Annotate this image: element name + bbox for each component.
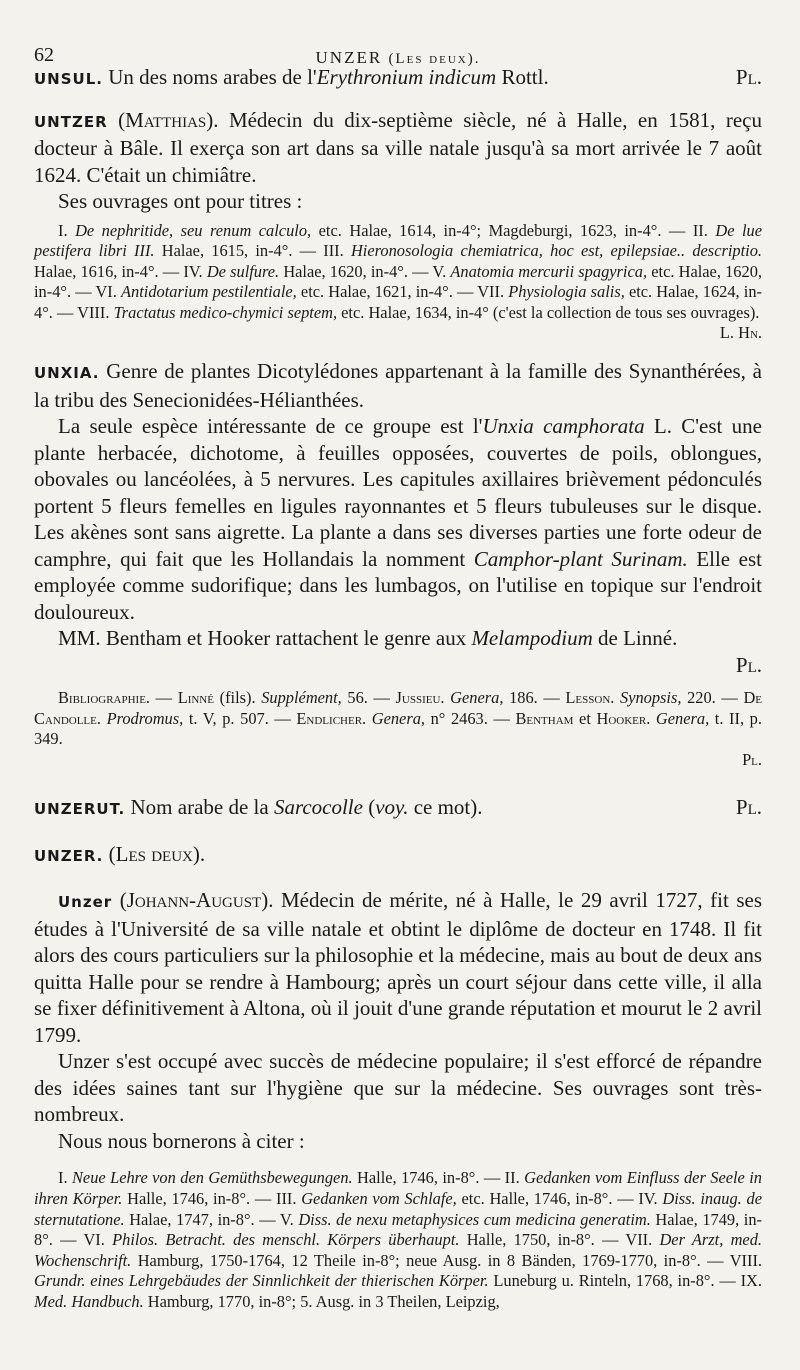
paragraph: Nous nous bornerons à citer : <box>58 1128 305 1153</box>
work-item: IV. Diss. inaug. de sternutatione. Halae, 1747, in-8°. — <box>34 1189 762 1229</box>
work-item: VI. Philos. Betracht. des menschl. Körpers überhaupt. Halle, 1750, in-8°. — <box>83 1230 626 1250</box>
entry-unzer-johann-august: Unzer (Johann-August). Médecin de mérite, né à Halle, le 29 avril 1727, fit ses études à l'Université de sa ville natale et obtint le diplôme de docteur en 1748. Il fit alors des cours particuliers sur la philosophie et la médecine, mais au bout de deux ans quitta Halle pour se rendre à Hambourg; après un court séjour dans cette ville, il alla se fixer définitivement à Altona, où il jouit d'une grande réputation et mourut le 2 avril 1799. <box>34 888 763 1047</box>
entry-unxia <box>34 358 762 413</box>
work-item: II. De lue pestifera libri III. Halae, 1615, in-4°. — <box>34 220 763 261</box>
entry-head: UNTZER <box>34 112 108 131</box>
work-item: VI. Antidotarium pestilentiale, etc. Halae, 1621, in-4°. — <box>95 282 478 302</box>
bibliography-label: Bibliographie. <box>58 688 151 708</box>
entry-italic: Sarcocolle <box>273 795 363 820</box>
work-item: IX. Med. Handbuch. Hamburg, 1770, in-8°; 5. Ausg. in 3 Theilen, Leipzig, <box>34 1271 762 1311</box>
entry-head: UNZER. <box>34 846 104 865</box>
species-name: Unxia camphorata <box>482 414 645 439</box>
entry-untzer: UNTZER (Matthias). Médecin du dix-septième siècle, né à Halle, en 1581, reçu docteur à Bâle. Il exerça son art dans sa ville natale jusqu'à sa mort arrivée le 7 août 1624. C'était un chimiâtre. <box>34 107 762 187</box>
work-title: Philos. Betracht. des menschl. Körpers überhaupt. <box>112 1230 460 1250</box>
running-title <box>34 48 762 68</box>
work-title: Grundr. eines Lehrgebäudes der Sinnlichkeit der thierischen Körper. <box>34 1271 489 1291</box>
bibliography <box>34 688 762 750</box>
work-title: Diss. inaug. de sternutatione. <box>34 1189 762 1229</box>
person-name: Matthias <box>125 107 207 132</box>
works-list <box>34 1168 762 1312</box>
genus-name: Melampodium <box>471 626 593 651</box>
work-title: Der Arzt, med. Wochenschrift. <box>34 1230 762 1270</box>
work-title: De lue pestifera libri III. <box>34 220 763 261</box>
entry-text: Genre de plantes Dicotylédones appartenant à la famille des Synanthérées, à la tribu des Senecionidées-Hélianthées. <box>34 359 762 412</box>
running-title-main: UNZER <box>315 48 383 67</box>
work-item: II. Gedanken vom Einfluss der Seele in ihren Körper. Halle, 1746, in-8°. — <box>34 1168 762 1209</box>
running-header <box>34 18 762 67</box>
entry-unzerut: UNZERUT. Nom arabe de la Sarcocolle (voy. ce mot). Pl. <box>34 795 762 820</box>
work-title: Med. Handbuch. <box>34 1292 144 1311</box>
paragraph: MM. Bentham et Hooker rattachent le genre aux Melampodium de Linné. <box>58 626 678 651</box>
entry-head: UNSUL. <box>34 70 103 88</box>
entry-head: Unzer <box>58 893 113 912</box>
work-item: I. Neue Lehre von den Gemüthsbewegungen. Halle, 1746, in-8°. — <box>58 1168 505 1188</box>
bibliography-signature: Pl. <box>742 749 762 769</box>
page-number: 62 <box>34 44 54 66</box>
paragraph: Unzer s'est occupé avec succès de médecine populaire; il s'est efforcé de répandre des idées saines tant sur l'hygiène que sur la médecine. Ses ouvrages sont très-nombreux. <box>34 1049 762 1127</box>
entry-head: UNXIA. <box>34 364 100 383</box>
work-item: VIII. Grundr. eines Lehrgebäudes der Sinnlichkeit der thierischen Körper. Luneburg u. Rinteln, 1768, in-8°. — <box>34 1250 762 1291</box>
work-title: Anatomia mercurii spagyrica, <box>450 261 648 281</box>
entry-signature: Pl. <box>735 652 762 677</box>
person-name: Johann-August <box>126 888 262 913</box>
paragraph: La seule espèce intéressante de ce groupe est l'Unxia camphorata L. C'est une plante herbacée, dichotome, à feuilles opposées, couvertes de poils, oblongues, obovales ou lancéolées, à 5 nervures. Les capitules axillaires brièvement pédonculés portent 5 fleurs femelles en ligules rayonnantes et 5 fleurs tubuleuses sur le disque. Les akènes sont sans aigrette. La plante a dans ses diverses parties une forte odeur de camphre, qui fait que les Hollandais la nomment Camphor-plant Surinam. Elle est employée comme sudorifique; dans les lumbagos, on l'utilise en topique sur l'endroit douloureux. <box>34 414 762 624</box>
entry-text: Un des noms arabes de l' <box>108 65 317 89</box>
work-title: Gedanken vom Schlafe, <box>301 1189 457 1209</box>
entry-unzer-deux: UNZER. (Les deux). <box>34 841 206 866</box>
common-name: Camphor-plant Surinam. <box>473 546 688 571</box>
work-title: Neue Lehre von den Gemüthsbewegungen. <box>71 1168 353 1188</box>
work-title: De nephritide, seu renum calculo, <box>75 220 312 240</box>
bibliography-item: Endlicher. Genera, n° 2463. — <box>296 708 516 728</box>
work-item: III. Gedanken vom Schlafe, etc. Halle, 1746, in-8°. — <box>275 1189 639 1209</box>
works-list <box>34 221 762 324</box>
work-item: III. Hieronosologia chemiatrica, hoc est, epilepsiae.. descriptio. Halae, 1616, in-4°. — <box>34 241 762 281</box>
work-item: VII. Der Arzt, med. Wochenschrift. Hamburg, 1750-1764, 12 Theile in-8°; neue Ausg. in 8 Bänden, 1769-1770, in-8°. — <box>34 1230 762 1270</box>
work-title: De sulfure. <box>206 261 280 281</box>
work-item: IV. De sulfure. Halae, 1620, in-4°. — <box>183 261 433 281</box>
entry-text: Rottl. <box>496 65 549 89</box>
works-intro: Ses ouvrages ont pour titres : <box>58 189 303 213</box>
work-title: Hieronosologia chemiatrica, hoc est, epilepsiae.. descriptio. <box>350 241 762 261</box>
work-item: VIII. Tractatus medico-chymici septem, etc. Halae, 1634, in-4° (c'est la collection de tous ses ouvrages). <box>77 302 760 322</box>
work-item: I. De nephritide, seu renum calculo, etc. Halae, 1614, in-4°; Magdeburgi, 1623, in-4°. — <box>58 220 693 240</box>
bibliography-item: De Candolle. Prodromus, t. V, p. 507. — <box>34 688 762 728</box>
entry-text: . Médecin du dix-septième siècle, né à Halle, en 1581, reçu docteur à Bâle. Il exerça son art dans sa ville natale jusqu'à sa mort arrivée le 7 août 1624. C'était un chimiâtre. <box>34 107 762 187</box>
work-title: Antidotarium pestilentiale, <box>121 282 297 302</box>
running-title-sub: (Les deux). <box>388 51 481 67</box>
entry-signature: Pl. <box>735 65 762 89</box>
entry-head: UNZERUT. <box>34 800 126 819</box>
work-title: Tractatus medico-chymici septem, <box>113 302 338 322</box>
entry-unsul <box>34 64 762 93</box>
work-title: Physiologia salis, <box>508 282 625 302</box>
bibliography-item: Lesson. Synopsis, 220. — <box>565 688 744 708</box>
work-title: Gedanken vom Einfluss der Seele in ihren Körper. <box>34 1168 762 1209</box>
work-item: VII. Physiologia salis, etc. Halae, 1624, in-4°. — <box>34 282 762 322</box>
bibliography-item: Jussieu. Genera, 186. — <box>395 688 566 708</box>
entry-signature: Pl. <box>735 795 762 820</box>
bibliography-item: Hooker. Genera, t. II, p. 349. <box>34 708 762 749</box>
bibliography-item: — Linné (fils). Supplément, 56. — <box>150 688 396 708</box>
bibliography-item: Bentham et <box>515 708 597 728</box>
work-title: Diss. de nexu metaphysices cum medicina generatim. <box>298 1209 651 1229</box>
entry-italic: Erythronium indicum <box>316 65 497 89</box>
work-item: V. Anatomia mercurii spagyrica, etc. Halae, 1620, in-4°. — <box>34 261 762 302</box>
entry-signature: L. Hn. <box>719 323 762 343</box>
work-item: V. Diss. de nexu metaphysices cum medicina generatim. Halae, 1749, in-8°. — <box>34 1209 762 1250</box>
